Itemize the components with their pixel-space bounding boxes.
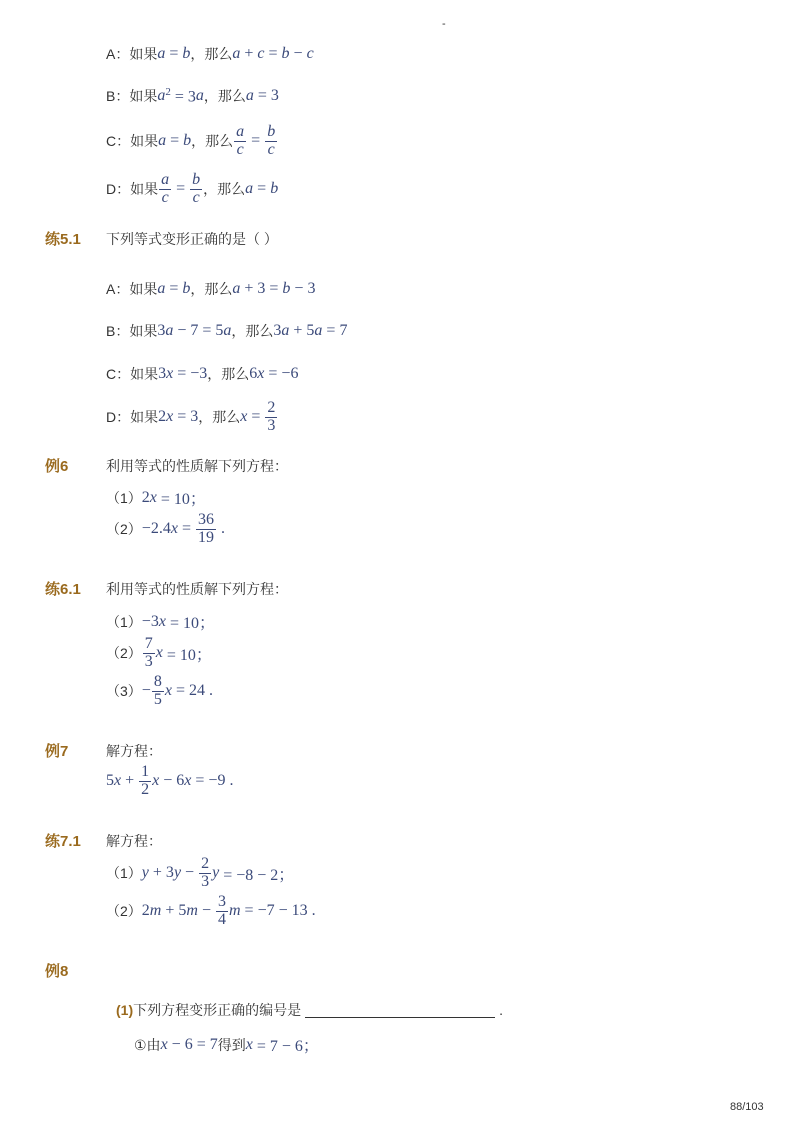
ex8-sub-1: (1) 下列方程变形正确的编号是 .: [116, 1002, 504, 1018]
ex51-option-d: D： 如果 2 x = 3 ，那么 x = $\frac{2}{3}$: [106, 399, 276, 434]
ex61-item-1: （1） −3 x = 10；: [106, 612, 215, 632]
exercise-7-1-tag: 练7.1: [45, 833, 81, 850]
ex71-item-1: （1） y + 3 y − $\frac{2}{3}$ y = −8 − 2；: [106, 855, 295, 890]
exercise-6-1-question: 利用等式的性质解下列方程：: [106, 581, 288, 597]
fraction: $\frac{a}{c}$: [236, 123, 245, 158]
example-8-tag: 例8: [45, 963, 69, 980]
q5-option-b: B： 如果 a $^2$ = 3 a ，那么 a = 3: [106, 86, 279, 106]
fraction: $\frac{2}{3}$: [201, 855, 210, 890]
ex8-item-1: ①由 x − 6 = 7 得到 x = 7 − 6；: [134, 1035, 319, 1055]
ex61-item-3: （3） − $\frac{8}{5}$ x = 24 .: [106, 673, 213, 708]
fraction: $\frac{b}{c}$: [267, 123, 276, 158]
ex51-option-b: B： 如果 3 a − 7 = 5 a ，那么 3 a + 5 a = 7: [106, 322, 348, 339]
q5-option-a: A： 如果 a = b ，那么 a + c = b − c: [106, 45, 314, 62]
fraction: $\frac{7}{3}$: [144, 635, 153, 670]
fraction: $\frac{a}{c}$: [161, 171, 170, 206]
exercise-6-1-tag: 练6.1: [45, 581, 81, 598]
fraction: $\frac{8}{5}$: [153, 673, 162, 708]
fraction: $\frac{36}{19}$: [197, 511, 214, 546]
example-7-tag: 例7: [45, 743, 69, 760]
ex51-option-c: C： 如果 3 x = −3 ，那么 6 x = −6: [106, 365, 299, 382]
ex7-equation: 5 x + $\frac{1}{2}$ x − 6 x = −9 .: [106, 763, 234, 798]
exercise-5-1-tag: 练5.1: [45, 231, 81, 248]
ex71-item-2: （2） 2 m + 5 m − $\frac{3}{4}$ m = −7 − 13 .: [106, 893, 316, 928]
ex51-option-a: A： 如果 a = b ，那么 a + 3 = b − 3: [106, 280, 316, 297]
fraction: $\frac{b}{c}$: [192, 171, 201, 206]
header-mark: -: [442, 18, 446, 30]
fraction: $\frac{3}{4}$: [217, 893, 226, 928]
fraction: $\frac{2}{3}$: [267, 399, 276, 434]
fraction: $\frac{1}{2}$: [141, 763, 150, 798]
ex6-item-2: （2） −2.4 x = $\frac{36}{19}$ .: [106, 511, 225, 546]
example-6-question: 利用等式的性质解下列方程：: [106, 458, 288, 474]
example-6-tag: 例6: [45, 458, 69, 475]
example-7-question: 解方程：: [106, 743, 162, 759]
ex61-item-2: （2） $\frac{7}{3}$ x = 10；: [106, 635, 212, 670]
page-number: 88/103: [730, 1101, 764, 1113]
ex6-item-1: （1） 2 x = 10；: [106, 488, 206, 508]
q5-option-d: D： 如果 $\frac{a}{c}$ = $\frac{b}{c}$ ，那么 a = b: [106, 171, 279, 206]
answer-blank[interactable]: [305, 1003, 495, 1018]
exercise-5-1-question: 下列等式变形正确的是（ ）: [106, 231, 278, 247]
exercise-7-1-question: 解方程：: [106, 833, 162, 849]
q5-option-c: C： 如果 a = b ，那么 $\frac{a}{c}$ = $\frac{b}{c}$: [106, 123, 276, 158]
